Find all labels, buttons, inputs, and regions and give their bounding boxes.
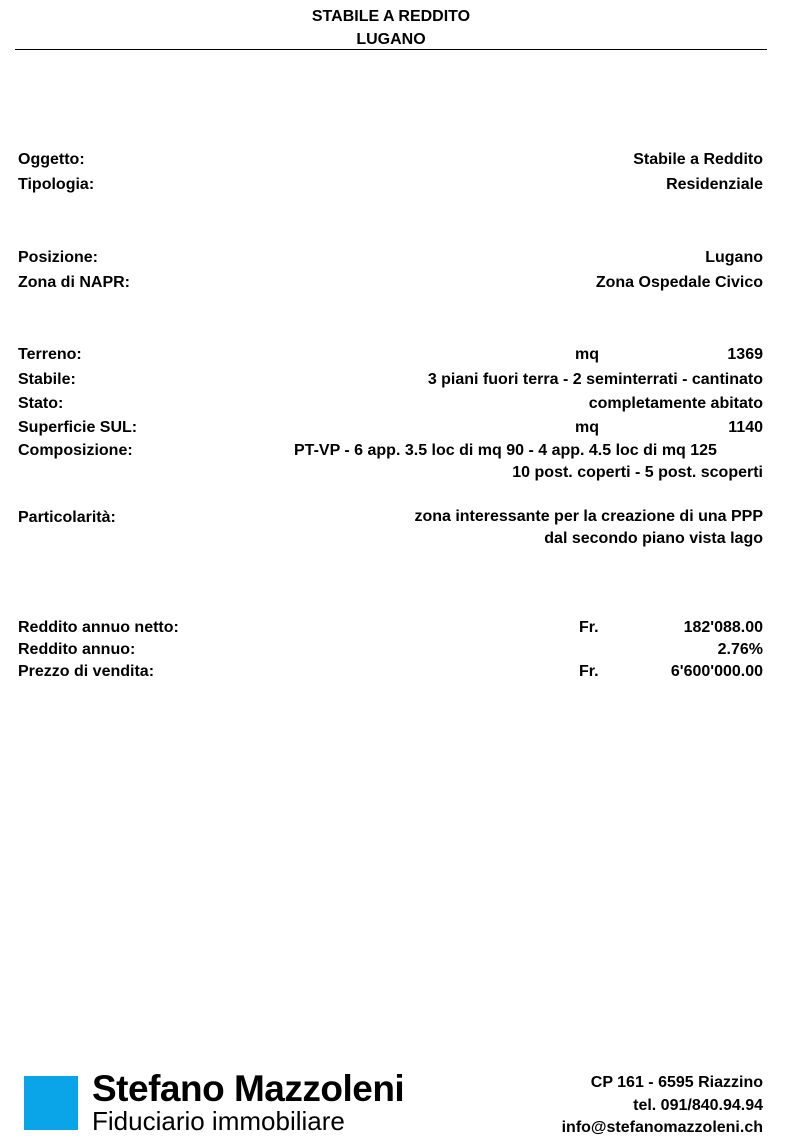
tipologia-value: Residenziale bbox=[666, 176, 763, 193]
prezzo-currency: Fr. bbox=[579, 663, 599, 680]
superficie-unit: mq bbox=[575, 419, 599, 436]
document-title: STABILE A REDDITO bbox=[311, 8, 471, 25]
brand-logo-square bbox=[24, 1076, 78, 1130]
zona-value: Zona Ospedale Civico bbox=[595, 274, 763, 291]
particolarita-label: Particolarità: bbox=[18, 509, 116, 526]
posizione-value: Lugano bbox=[705, 249, 763, 266]
particolarita-line2: dal secondo piano vista lago bbox=[544, 530, 763, 547]
oggetto-value: Stabile a Reddito bbox=[633, 151, 763, 168]
contact-email[interactable]: info@stefanomazzoleni.ch bbox=[561, 1119, 763, 1136]
prezzo-value: 6'600'000.00 bbox=[670, 663, 763, 680]
oggetto-label: Oggetto: bbox=[18, 151, 85, 168]
tipologia-label: Tipologia: bbox=[18, 176, 95, 193]
brand-subtitle: Fiduciario immobiliare bbox=[92, 1106, 345, 1136]
contact-phone: tel. 091/840.94.94 bbox=[633, 1097, 763, 1114]
brand-name: Stefano Mazzoleni bbox=[92, 1068, 405, 1109]
terreno-label: Terreno: bbox=[18, 346, 82, 363]
header-divider bbox=[15, 49, 767, 50]
composizione-label: Composizione: bbox=[18, 442, 133, 459]
terreno-unit: mq bbox=[575, 346, 599, 363]
stabile-value: 3 piani fuori terra - 2 seminterrati - cantinato bbox=[427, 371, 763, 388]
reddito-netto-label: Reddito annuo netto: bbox=[18, 619, 179, 636]
superficie-label: Superficie SUL: bbox=[18, 419, 138, 436]
reddito-netto-value: 182'088.00 bbox=[683, 619, 763, 636]
contact-address: CP 161 - 6595 Riazzino bbox=[590, 1074, 763, 1091]
stato-label: Stato: bbox=[18, 395, 64, 412]
superficie-value: 1140 bbox=[728, 419, 763, 436]
reddito-annuo-label: Reddito annuo: bbox=[18, 641, 136, 658]
terreno-value: 1369 bbox=[727, 346, 763, 363]
stabile-label: Stabile: bbox=[18, 371, 76, 388]
composizione-line1: PT-VP - 6 app. 3.5 loc di mq 90 - 4 app. 4.5 loc di mq 125 bbox=[294, 442, 717, 459]
stato-value: completamente abitato bbox=[588, 395, 763, 412]
posizione-label: Posizione: bbox=[18, 249, 99, 266]
zona-label: Zona di NAPR: bbox=[18, 274, 130, 291]
reddito-annuo-value: 2.76% bbox=[717, 641, 763, 658]
composizione-line2: 10 post. coperti - 5 post. scoperti bbox=[512, 464, 763, 481]
reddito-netto-currency: Fr. bbox=[579, 619, 599, 636]
prezzo-label: Prezzo di vendita: bbox=[18, 663, 155, 680]
document-subtitle: LUGANO bbox=[356, 31, 426, 48]
particolarita-line1: zona interessante per la creazione di una PPP bbox=[414, 508, 763, 525]
